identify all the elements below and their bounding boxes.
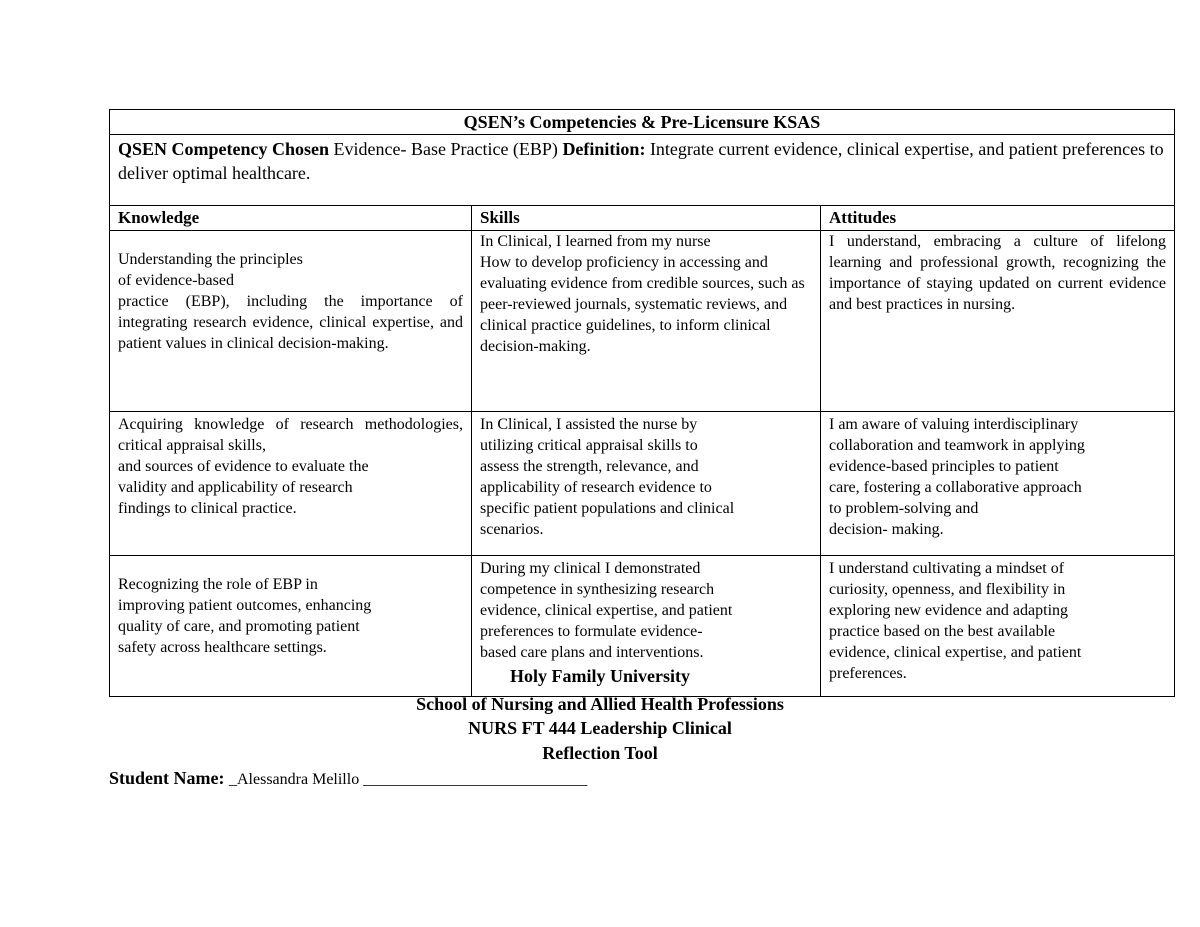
knowledge-line: Acquiring knowledge of research methodologies, critical appraisal skills, [118,416,463,454]
knowledge-line: of evidence-based [118,272,234,289]
ksas-table [109,109,1175,697]
skills-line: In Clinical, I learned from my nurse [480,233,711,250]
knowledge-cell [110,412,472,556]
attitudes-cell [821,231,1175,412]
skills-line: scenarios. [480,521,544,538]
skills-line: competence in synthesizing research [480,581,715,598]
knowledge-line: findings to clinical practice. [118,500,297,517]
skills-line: evidence, clinical expertise, and patient [480,602,733,619]
attitudes-line: preferences. [829,665,907,682]
attitudes-text: I understand, embracing a culture of lifelong learning and professional growth, recognizing the importance of staying updated on current evidence and best practices in nursing. [829,233,1167,313]
competency-definition [110,135,1175,206]
skills-line: applicability of research evidence to [480,479,712,496]
attitudes-line: care, fostering a collaborative approach [829,479,1082,496]
competency-chosen-value: Evidence- Base Practice (EBP) [329,139,563,159]
university-name: Holy Family University [510,666,690,686]
skills-cell [472,412,821,556]
tool-title: Reflection Tool [542,743,658,763]
knowledge-line: Recognizing the role of EBP in [118,576,318,593]
knowledge-line: validity and applicability of research [118,479,353,496]
definition-text: Integrate current evidence, clinical expertise, and patient preferences to deliver optimal healthcare. [118,139,1164,183]
knowledge-line: practice (EBP), including the importance of integrating research evidence, clinical expertise, and patient values in clinical decision-making. [118,293,463,352]
skills-line: based care plans and interventions. [480,644,704,661]
student-name-label: Student Name: [109,768,229,788]
attitudes-line: evidence, clinical expertise, and patient [829,644,1082,661]
school-name: School of Nursing and Allied Health Professions [416,694,784,714]
competency-chosen-label: QSEN Competency Chosen [118,139,330,159]
attitudes-line: I am aware of valuing interdisciplinary [829,416,1079,433]
skills-line: How to develop proficiency in accessing and evaluating evidence from credible sources, such as peer-reviewed journals, systematic reviews, and clinical practice guidelines, to inform clinical decision-making. [480,254,805,355]
table-row [110,412,1175,556]
attitudes-line: practice based on the best available [829,623,1056,640]
knowledge-cell [110,231,472,412]
attitudes-cell [821,412,1175,556]
course-title: NURS FT 444 Leadership Clinical [468,718,732,738]
attitudes-line: decision- making. [829,521,944,538]
attitudes-line: evidence-based principles to patient [829,458,1059,475]
skills-line: specific patient populations and clinical [480,500,735,517]
attitudes-line: curiosity, openness, and flexibility in [829,581,1066,598]
knowledge-line: and sources of evidence to evaluate the [118,458,369,475]
skills-line: utilizing critical appraisal skills to [480,437,698,454]
knowledge-line: Understanding the principles [118,251,303,268]
knowledge-line: quality of care, and promoting patient [118,618,360,635]
attitudes-line: collaboration and teamwork in applying [829,437,1085,454]
header-skills: Skills [472,206,821,231]
header-knowledge: Knowledge [110,206,472,231]
student-name-value: _Alessandra Melillo ____________________________ [229,771,588,788]
knowledge-line: safety across healthcare settings. [118,639,327,656]
attitudes-line: I understand cultivating a mindset of [829,560,1065,577]
student-name-line [109,766,587,792]
skills-line: In Clinical, I assisted the nurse by [480,416,698,433]
skills-line: assess the strength, relevance, and [480,458,699,475]
header-attitudes: Attitudes [821,206,1175,231]
table-row [110,231,1175,412]
skills-cell [472,231,821,412]
attitudes-line: exploring new evidence and adapting [829,602,1069,619]
definition-label: Definition: [562,139,646,159]
skills-line: During my clinical I demonstrated [480,560,701,577]
table-title: QSEN’s Competencies & Pre-Licensure KSAS [110,110,1175,135]
skills-line: preferences to formulate evidence- [480,623,703,640]
attitudes-line: to problem-solving and [829,500,979,517]
knowledge-line: improving patient outcomes, enhancing [118,597,372,614]
